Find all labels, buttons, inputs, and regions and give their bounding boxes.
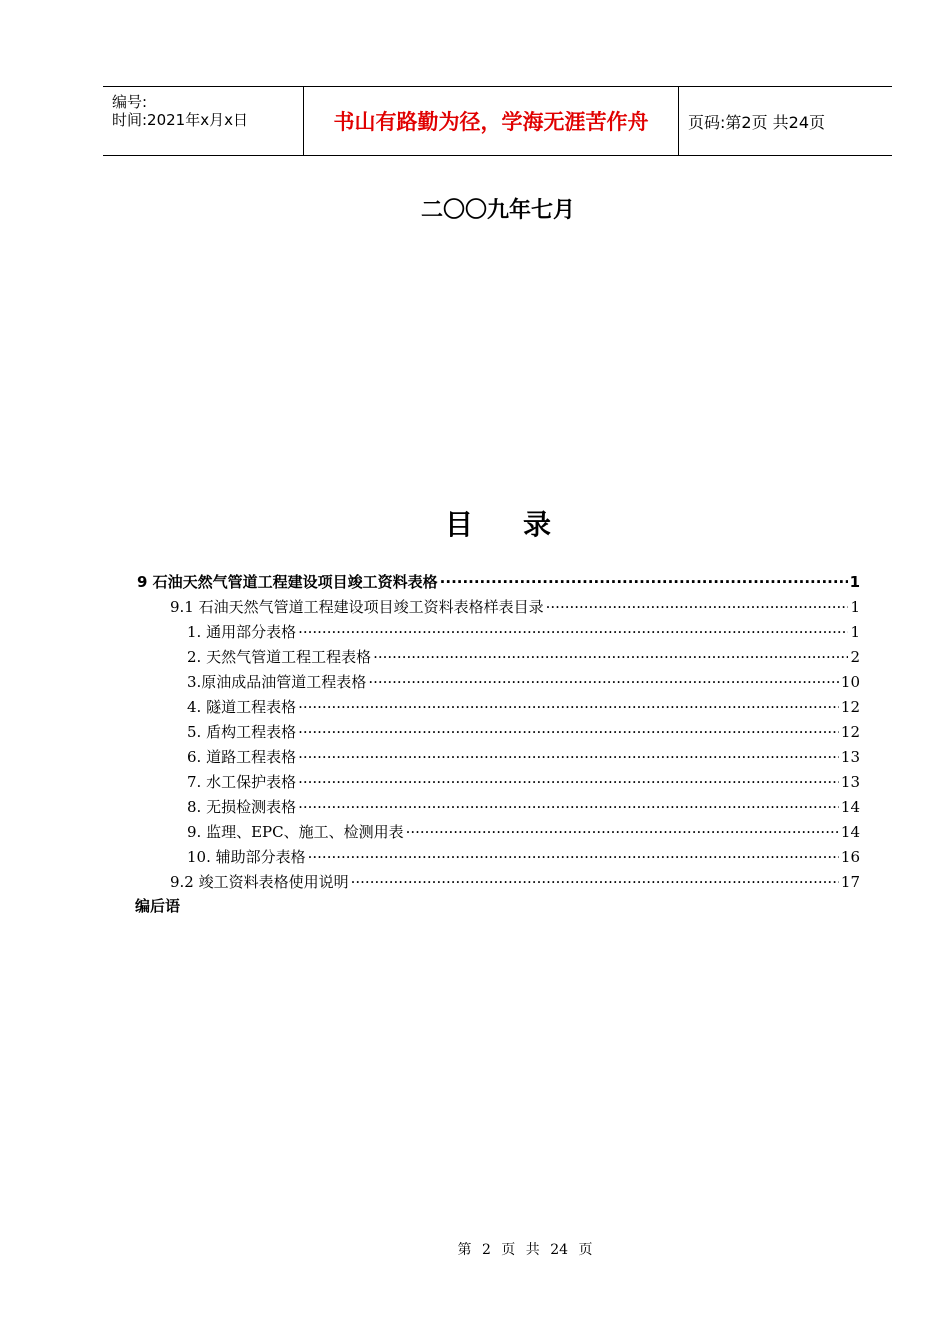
- toc-entry[interactable]: [137, 571, 860, 595]
- toc-entry[interactable]: [187, 796, 860, 820]
- afterword-heading: 编后语: [135, 897, 181, 915]
- toc-entry-page: 12: [840, 698, 860, 716]
- toc-entry-page: 16: [840, 848, 860, 866]
- toc-entry-label: 9.1 石油天然气管道工程建设项目竣工资料表格样表目录: [170, 598, 544, 616]
- toc-leader-dots: [298, 698, 839, 716]
- toc-entry-label: 4. 隧道工程表格: [187, 698, 297, 716]
- toc-entry-label: 9. 监理、EPC、施工、检测用表: [187, 823, 404, 841]
- toc-entry-page: 17: [840, 873, 860, 891]
- toc-entry-label: 5. 盾构工程表格: [187, 723, 297, 741]
- toc-leader-dots: [546, 598, 849, 616]
- toc-entry[interactable]: [187, 846, 860, 870]
- toc-entry-page: 1: [850, 598, 860, 616]
- page-footer: 第 2 页 共 24 页: [457, 1242, 593, 1258]
- toc-leader-dots: [298, 798, 839, 816]
- toc-leader-dots: [406, 823, 839, 841]
- date-line: 二〇〇九年七月: [420, 198, 575, 223]
- motto-text: 书山有路勤为径，学海无涯苦作舟: [333, 110, 649, 134]
- toc-entry[interactable]: [187, 746, 860, 770]
- toc-leader-dots: [351, 873, 839, 891]
- toc-entry[interactable]: [187, 646, 860, 670]
- toc-entry[interactable]: [187, 821, 860, 845]
- toc-entry[interactable]: [187, 696, 860, 720]
- toc-entry-page: 14: [840, 798, 860, 816]
- toc-leader-dots: [373, 648, 848, 666]
- toc-entry-label: 9.2 竣工资料表格使用说明: [170, 873, 349, 891]
- header-motto-cell: [303, 87, 679, 155]
- toc-entry-label: 9 石油天然气管道工程建设项目竣工资料表格: [137, 573, 438, 591]
- toc-entry-label: 3.原油成品油管道工程表格: [187, 673, 367, 691]
- toc-entry-label: 7. 水工保护表格: [187, 773, 297, 791]
- toc-entry-label: 10. 辅助部分表格: [187, 848, 306, 866]
- toc-entry[interactable]: [170, 596, 860, 620]
- toc-entry-page: 1: [849, 573, 860, 591]
- toc-leader-dots: [440, 573, 848, 591]
- page-info: 页码:第2页 共24页: [688, 112, 826, 132]
- number-label: 编号:: [112, 93, 148, 111]
- toc-entry-page: 13: [840, 773, 860, 791]
- toc-entry[interactable]: [187, 671, 860, 695]
- toc-entry-page: 13: [840, 748, 860, 766]
- time-label: 时间:2021年x月x日: [112, 111, 248, 129]
- toc-entry-page: 2: [850, 648, 860, 666]
- toc-leader-dots: [298, 723, 839, 741]
- header-page-info-cell: [679, 87, 892, 155]
- toc-entry-label: 6. 道路工程表格: [187, 748, 297, 766]
- toc-entry-page: 10: [840, 673, 860, 691]
- toc-entry-label: 8. 无损检测表格: [187, 798, 297, 816]
- toc-entry[interactable]: [170, 871, 860, 895]
- toc-entry-page: 12: [840, 723, 860, 741]
- toc-leader-dots: [298, 623, 848, 641]
- toc-entry-label: 1. 通用部分表格: [187, 623, 297, 641]
- toc-entry[interactable]: [187, 721, 860, 745]
- toc-entry-page: 1: [850, 623, 860, 641]
- page-header: [103, 86, 892, 156]
- toc-entry[interactable]: [187, 771, 860, 795]
- toc-leader-dots: [298, 773, 839, 791]
- toc-title: 目录: [444, 508, 601, 541]
- toc-leader-dots: [298, 748, 839, 766]
- toc-leader-dots: [368, 673, 839, 691]
- header-left-cell: [103, 87, 303, 155]
- toc-entry[interactable]: [187, 621, 860, 645]
- toc-entry-label: 2. 天然气管道工程工程表格: [187, 648, 372, 666]
- toc-leader-dots: [308, 848, 839, 866]
- toc-entry-page: 14: [840, 823, 860, 841]
